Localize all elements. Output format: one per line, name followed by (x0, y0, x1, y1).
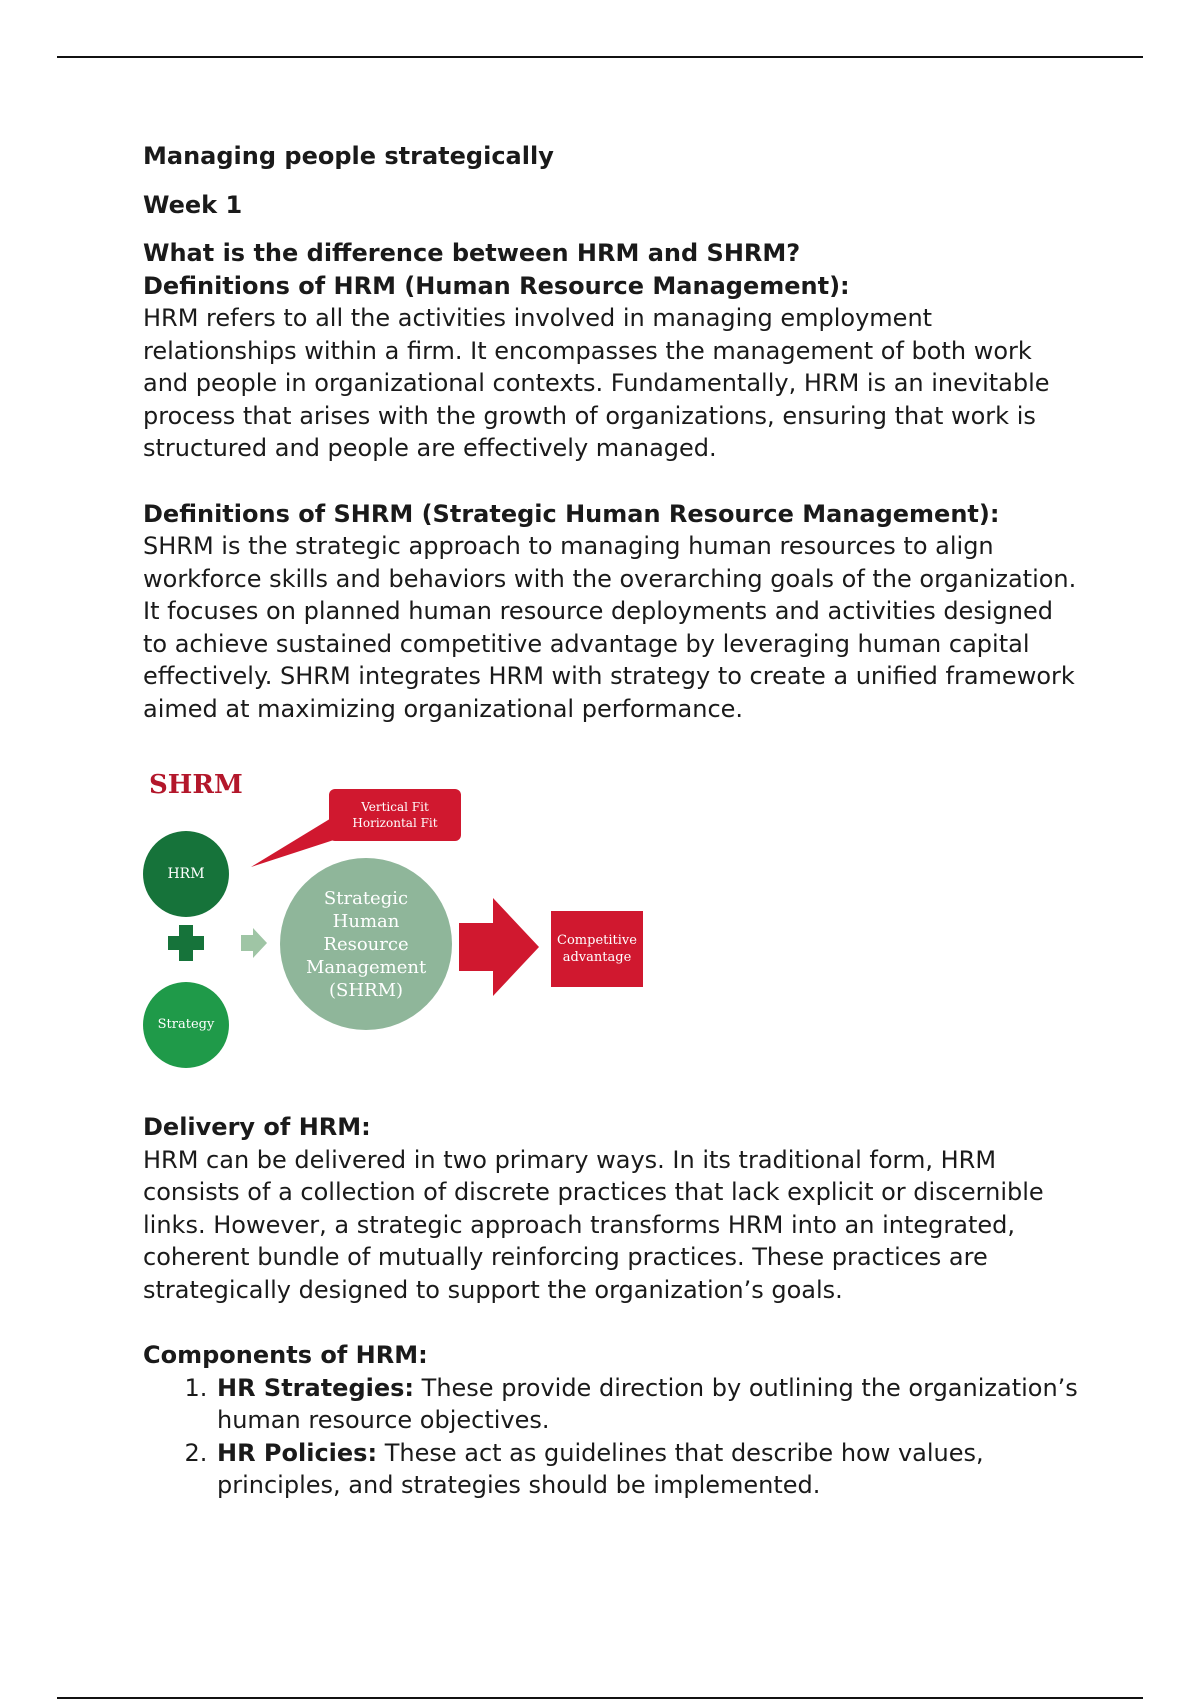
shrm-circle (280, 858, 452, 1030)
shrm-definition-text: SHRM is the strategic approach to managing human resources to align workforce skills and behaviors with the overarching goals of the organization. It focuses on planned human resource deployments and activities designed to achieve sustained competitive advantage by leveraging human capital effectively. SHRM integrates HRM with strategy to create a unified framework aimed at maximizing organizational performance. (143, 532, 1077, 723)
question-heading: What is the difference between HRM and SHRM? (143, 239, 801, 267)
week-label: Week 1 (143, 190, 243, 219)
hrm-definition-text: HRM refers to all the activities involved in managing employment relationships within a firm. It encompasses the management of both work and people in organizational contexts. Fundamentally, HRM is an inevitable process that arises with the growth of organizations, ensuring that work is structured and people are effectively managed. (143, 304, 1050, 462)
shrm-diagram (143, 765, 703, 1075)
top-rule (57, 56, 1143, 58)
delivery-heading: Delivery of HRM: (143, 1113, 371, 1141)
bottom-rule (57, 1697, 1143, 1699)
document-title: Managing people strategically (143, 142, 554, 170)
fit-callout (329, 789, 461, 841)
components-heading: Components of HRM: (143, 1341, 428, 1369)
hrm-circle (143, 831, 229, 917)
list-item-text: These provide direction by outlining the organization’s human resource objectives. (217, 1373, 1078, 1434)
shrm-circle-label: Strategic Human Resource Management (SHRM) (306, 887, 427, 1001)
result-line-1: Competitive (557, 933, 637, 948)
small-arrow-icon (241, 928, 267, 958)
strategy-circle-label: Strategy (157, 1016, 215, 1032)
spacer (143, 1306, 1083, 1339)
hrm-circle-label: HRM (167, 865, 205, 882)
list-item-text: These act as guidelines that describe how values, principles, and strategies should be implemented. (217, 1438, 984, 1499)
spacer (143, 465, 1083, 498)
callout-line-1: Vertical Fit (361, 800, 429, 814)
competitive-advantage-box (551, 911, 643, 987)
strategy-circle (143, 982, 229, 1068)
list-item (215, 1372, 1083, 1437)
list-item (215, 1437, 1083, 1502)
delivery-text: HRM can be delivered in two primary ways. In its traditional form, HRM consists of a collection of discrete practices that lack explicit or discernible links. However, a strategic approach transforms HRM into an integrated, coherent bundle of mutually reinforcing practices. These practices are strategically designed to support the organization’s goals. (143, 1145, 1044, 1304)
shrm-definition-heading: Definitions of SHRM (Strategic Human Resource Management): (143, 499, 1000, 528)
hrm-definition-heading: Definitions of HRM (Human Resource Management): (143, 271, 850, 300)
list-item-term: HR Policies: (217, 1438, 378, 1467)
document-body (143, 140, 1083, 1502)
plus-icon-h (168, 936, 204, 950)
list-item-term: HR Strategies: (217, 1373, 415, 1402)
result-line-2: advantage (562, 950, 632, 965)
callout-line-2: Horizontal Fit (352, 816, 438, 830)
diagram-title: SHRM (149, 770, 243, 800)
big-arrow-icon (459, 898, 539, 996)
components-list (143, 1372, 1083, 1502)
